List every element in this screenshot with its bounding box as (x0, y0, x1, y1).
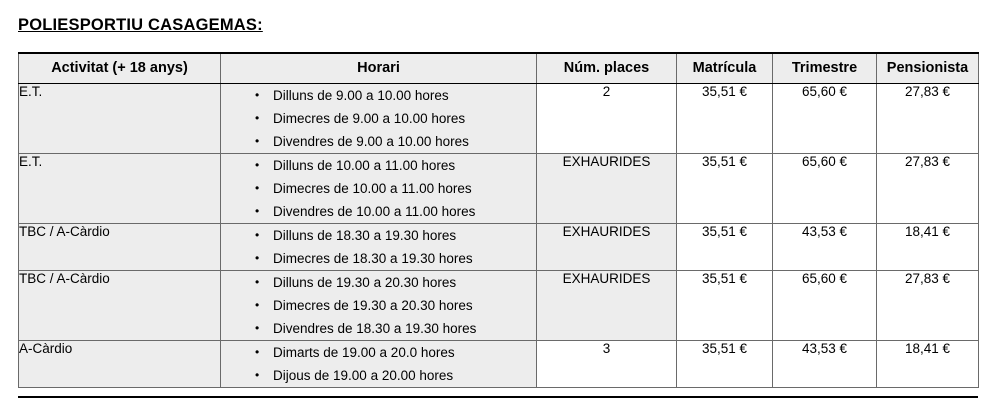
list-item: • Divendres de 18.30 a 19.30 hores (221, 317, 536, 340)
table-body (19, 84, 979, 388)
schedule-list (221, 224, 536, 270)
cell-activity: TBC / A-Càrdio (19, 271, 221, 341)
cell-registration: 35,51 € (677, 84, 773, 154)
column-header-pensioner: Pensionista (877, 53, 979, 84)
schedule-table (18, 52, 979, 388)
cell-places: 3 (537, 341, 677, 388)
list-item: • Dimecres de 18.30 a 19.30 hores (221, 247, 536, 270)
schedule-list (221, 84, 536, 153)
cell-registration: 35,51 € (677, 224, 773, 271)
list-item: • Divendres de 10.00 a 11.00 hores (221, 200, 536, 223)
table-row (19, 271, 979, 341)
schedule-list (221, 154, 536, 223)
column-header-schedule: Horari (221, 53, 537, 84)
cell-quarter: 65,60 € (773, 84, 877, 154)
cell-registration: 35,51 € (677, 341, 773, 388)
list-item: • Dilluns de 9.00 a 10.00 hores (221, 84, 536, 107)
list-item: • Dimecres de 19.30 a 20.30 hores (221, 294, 536, 317)
list-item: • Divendres de 9.00 a 10.00 hores (221, 130, 536, 153)
column-header-places: Núm. places (537, 53, 677, 84)
cell-pensioner: 18,41 € (877, 224, 979, 271)
list-item: • Dimarts de 19.00 a 20.0 hores (221, 341, 536, 364)
cell-places: EXHAURIDES (537, 224, 677, 271)
column-header-activity: Activitat (+ 18 anys) (19, 53, 221, 84)
cell-pensioner: 27,83 € (877, 84, 979, 154)
cell-schedule (221, 154, 537, 224)
list-item: • Dimecres de 9.00 a 10.00 hores (221, 107, 536, 130)
cell-quarter: 65,60 € (773, 271, 877, 341)
list-item: • Dijous de 19.00 a 20.00 hores (221, 364, 536, 387)
list-item: • Dilluns de 18.30 a 19.30 hores (221, 224, 536, 247)
cell-places: EXHAURIDES (537, 271, 677, 341)
cell-quarter: 43,53 € (773, 224, 877, 271)
cell-pensioner: 27,83 € (877, 154, 979, 224)
cell-registration: 35,51 € (677, 154, 773, 224)
schedule-table-container (18, 52, 978, 388)
list-item: • Dimecres de 10.00 a 11.00 hores (221, 177, 536, 200)
page-title: POLIESPORTIU CASAGEMAS: (18, 16, 263, 34)
cell-activity: E.T. (19, 84, 221, 154)
cell-places: EXHAURIDES (537, 154, 677, 224)
cell-activity: A-Càrdio (19, 341, 221, 388)
cell-pensioner: 18,41 € (877, 341, 979, 388)
cell-places: 2 (537, 84, 677, 154)
column-header-registration: Matrícula (677, 53, 773, 84)
cell-pensioner: 27,83 € (877, 271, 979, 341)
list-item: • Dilluns de 10.00 a 11.00 hores (221, 154, 536, 177)
cell-schedule (221, 84, 537, 154)
table-row (19, 154, 979, 224)
table-row (19, 341, 979, 388)
cell-registration: 35,51 € (677, 271, 773, 341)
cell-schedule (221, 271, 537, 341)
table-row (19, 224, 979, 271)
schedule-list (221, 341, 536, 387)
list-item: • Dilluns de 19.30 a 20.30 hores (221, 271, 536, 294)
table-row (19, 84, 979, 154)
table-header-row (19, 53, 979, 84)
cell-activity: TBC / A-Càrdio (19, 224, 221, 271)
cell-quarter: 43,53 € (773, 341, 877, 388)
cell-schedule (221, 224, 537, 271)
table-header (19, 53, 979, 84)
cell-quarter: 65,60 € (773, 154, 877, 224)
cell-schedule (221, 341, 537, 388)
schedule-list (221, 271, 536, 340)
column-header-quarter: Trimestre (773, 53, 877, 84)
table-bottom-divider (18, 396, 978, 398)
cell-activity: E.T. (19, 154, 221, 224)
